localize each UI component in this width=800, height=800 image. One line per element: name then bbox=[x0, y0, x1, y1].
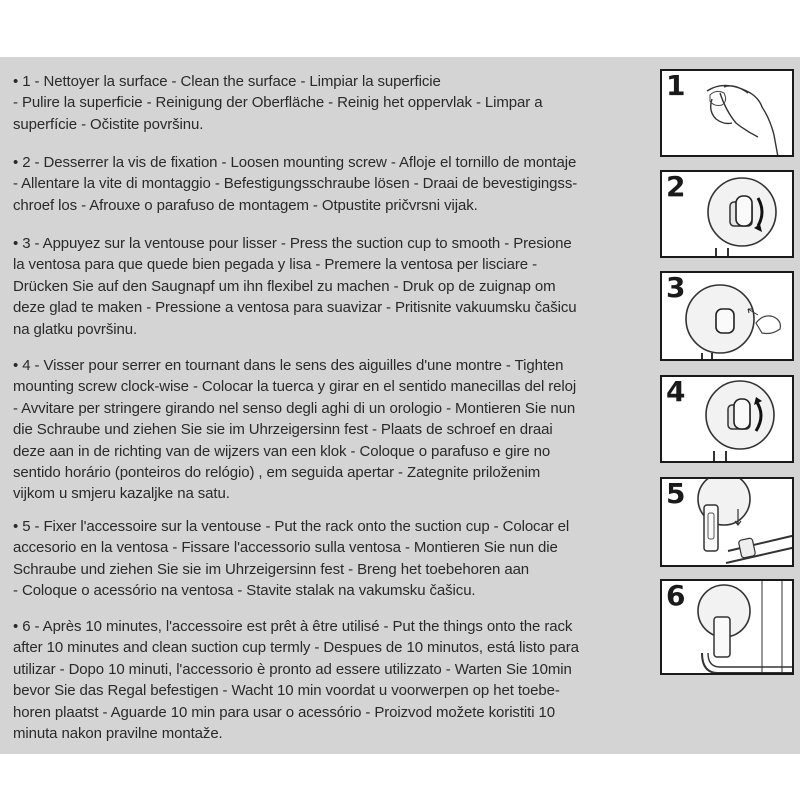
step-4-text: • 4 - Visser pour serrer en tournant dans le sens des aiguilles d'une montre - Tighten mounting screw clock-wise - Colocar la tuerca y girar en el sentido manecillas del reloj - Avvitare per stringere girando nel senso degli aghi di un orologio - Montieren Sie nun die Schraube und ziehen Sie sie im Uhrzeigersinn fest - Plaats de schroef en draai deze aan in de richting van de wijzers van een klok - Coloque o parafuso e gire no sentido horário (ponteiros do relógio) , em seguida apertar - Zategnite priloženim vijkom u smjeru kazaljke na satu. bbox=[13, 357, 577, 503]
step-6-panel bbox=[660, 579, 794, 675]
panel-number: 2 bbox=[666, 170, 686, 203]
step-5-text: • 5 - Fixer l'accessoire sur la ventouse - Put the rack onto the suction cup - Colocar el accesorio en la ventosa - Fissare l'accessorio sulla ventosa - Montieren Sie nun die Schraube und ziehen Sie sie im Uhrzeigersinn fest - Breng het toebehoren aan - Coloque o acessório na ventosa - Stavite stalak na vakumsku čašicu. bbox=[13, 518, 570, 600]
step-1-panel bbox=[660, 69, 794, 157]
step-6-text: • 6 - Après 10 minutes, l'accessoire est prêt à être utilisé - Put the things onto the rack after 10 minutes and clean suction cup termly - Despues de 10 minutos, está listo para utilizar - Dopo 10 minuti, l'accessorio è pronto ad essere utilizzato - Warten Sie 10min bevor Sie das Regal befestigen - Wacht 10 min voordat u voorwerpen op het toebe- horen plaatst - Aguarde 10 min para usar o acessório - Proizvod možete koristiti 10 minuta nakon pravilne montaže. bbox=[13, 618, 579, 743]
step-2-text: • 2 - Desserrer la vis de fixation - Loosen mounting screw - Afloje el tornillo de montaje - Allentare la vite di montaggio - Befestigungsschraube lösen - Draai de bevestigingss- chroef los - Afrouxe o parafuso de montagem - Otpustite pričvrsni vijak. bbox=[13, 154, 578, 214]
instruction-sheet bbox=[0, 57, 800, 754]
step-2-panel bbox=[660, 170, 794, 258]
step-4-panel bbox=[660, 375, 794, 463]
step-3-text: • 3 - Appuyez sur la ventouse pour lisser - Press the suction cup to smooth - Presione la ventosa para que quede bien pegada y lisa - Premere la ventosa per lisciare - Drücken Sie auf den Saugnapf um ihn flexibel zu machen - Druk op de zuignap om deze glad te maken - Pressione a ventosa para suavizar - Pritisnite vakuumsku čašicu na glatku površinu. bbox=[13, 235, 577, 338]
step-3-panel bbox=[660, 271, 794, 361]
panel-number: 1 bbox=[666, 69, 686, 102]
panel-number: 6 bbox=[666, 579, 686, 612]
panel-number: 4 bbox=[666, 375, 686, 408]
panel-number: 5 bbox=[666, 477, 686, 510]
step-1-text: • 1 - Nettoyer la surface - Clean the surface - Limpiar la superficie - Pulire la superficie - Reinigung der Oberfläche - Reinig het oppervlak - Limpar a superfície - Očistite površinu. bbox=[13, 73, 543, 133]
panel-number: 3 bbox=[666, 271, 686, 304]
step-5-panel bbox=[660, 477, 794, 567]
